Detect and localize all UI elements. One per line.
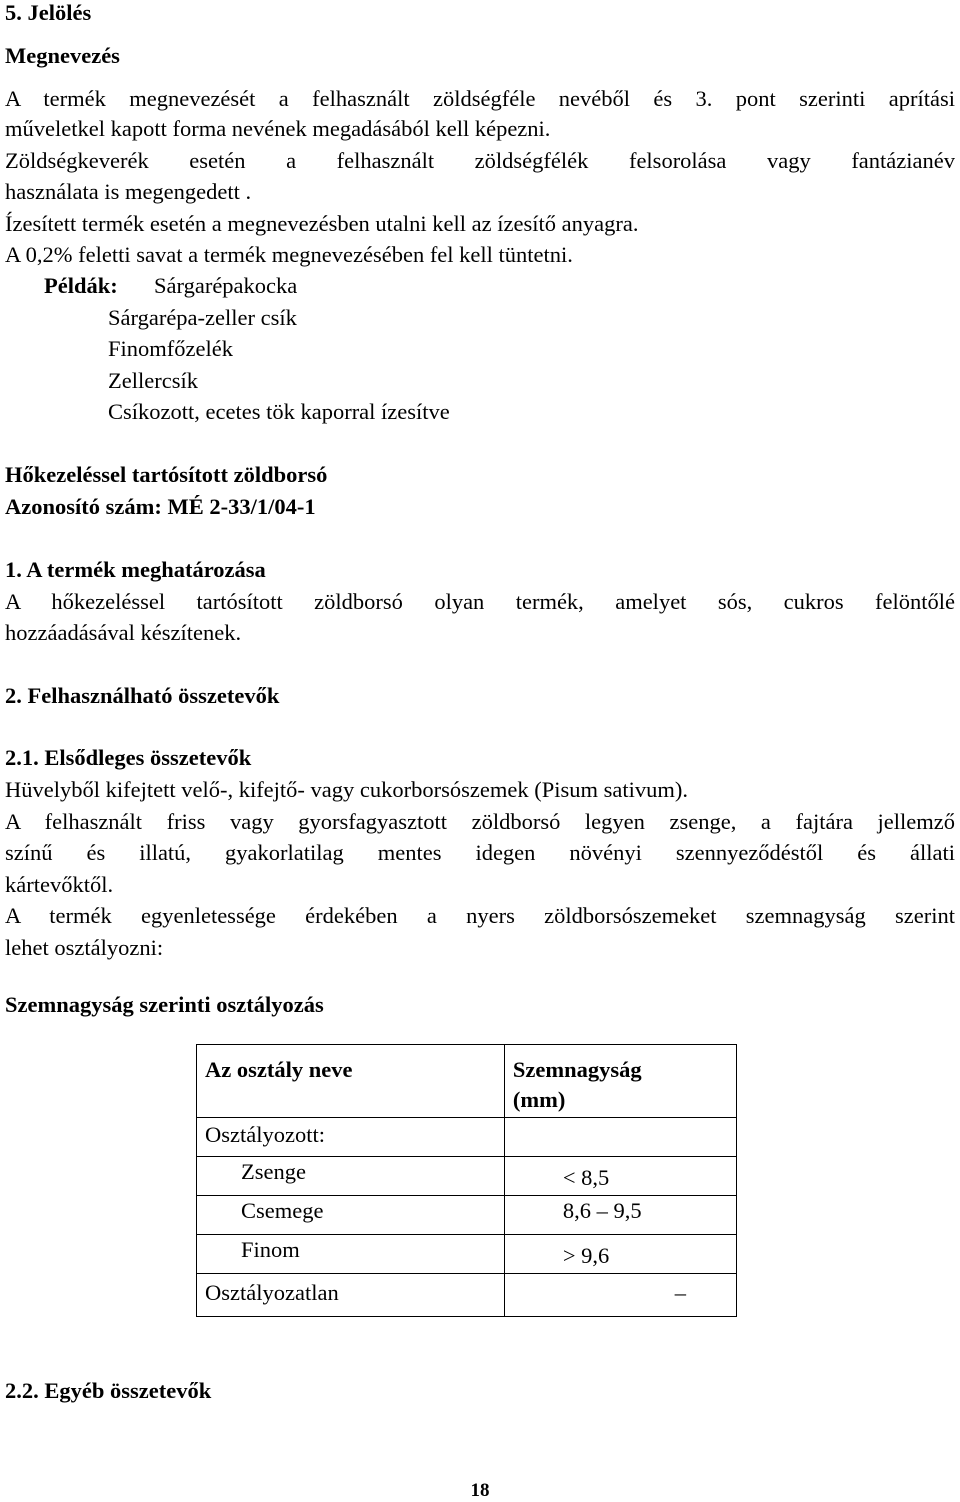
- paragraph-line: Hüvelyből kifejtett velő-, kifejtő- vagy cukorborsószemek (Pisum sativum).: [5, 777, 688, 802]
- paragraph-line: hozzáadásával készítenek.: [5, 620, 242, 645]
- class-name: Osztályozatlan: [205, 1280, 339, 1305]
- table-row: [197, 1274, 737, 1317]
- example-item: Zellercsík: [108, 368, 198, 393]
- section-1-heading: 1. A termék meghatározása: [5, 557, 266, 582]
- paragraph-line: A felhasznált friss vagy gyorsfagyasztott zöldborsó legyen zsenge, a fajtára jellemző: [5, 809, 955, 834]
- product-title: Hőkezeléssel tartósított zöldborsó: [5, 462, 328, 487]
- paragraph-line: színű és illatú, gyakorlatilag mentes idegen növényi szennyeződéstől és állati: [5, 840, 955, 865]
- paragraph-line: A 0,2% feletti savat a termék megnevezésében fel kell tüntetni.: [5, 242, 573, 267]
- class-value: > 9,6: [562, 1243, 610, 1268]
- megnevezes-heading: Megnevezés: [5, 43, 120, 68]
- header-unit: (mm): [512, 1087, 566, 1112]
- section-5-heading: 5. Jelölés: [5, 0, 92, 25]
- paragraph-line: kártevőktől.: [5, 872, 114, 897]
- section-2-1-heading: 2.1. Elsődleges összetevők: [5, 745, 252, 770]
- class-value: < 8,5: [562, 1165, 610, 1190]
- table-row: [197, 1196, 737, 1235]
- section-2-2-heading: 2.2. Egyéb összetevők: [5, 1378, 212, 1403]
- value-cell: [504, 1235, 736, 1274]
- class-name-cell: [197, 1196, 505, 1235]
- paragraph-line: lehet osztályozni:: [5, 935, 164, 960]
- class-name-cell: [197, 1235, 505, 1274]
- class-value: –: [674, 1280, 686, 1305]
- class-name-cell: [197, 1157, 505, 1196]
- paragraph-line: A termék egyenletessége érdekében a nyers zöldborsószemeket szemnagyság szerint: [5, 903, 955, 928]
- class-value: 8,6 – 9,5: [562, 1198, 642, 1223]
- classification-heading: Szemnagyság szerinti osztályozás: [5, 992, 324, 1017]
- header-label: Szemnagyság: [512, 1057, 642, 1082]
- header-cell: [197, 1045, 505, 1118]
- class-name: Csemege: [241, 1198, 324, 1223]
- value-cell: [504, 1157, 736, 1196]
- table-row: [197, 1235, 737, 1274]
- product-id: Azonosító szám: MÉ 2-33/1/04-1: [5, 494, 316, 519]
- paragraph-line: műveletkel kapott forma nevének megadásából kell képezni.: [5, 116, 551, 141]
- page-number: 18: [470, 1480, 490, 1501]
- header-label: Az osztály neve: [205, 1057, 353, 1082]
- paragraph-line: Ízesített termék esetén a megnevezésben utalni kell az ízesítő anyagra.: [5, 211, 639, 236]
- group-cell: [197, 1118, 505, 1157]
- paragraph-line: A termék megnevezését a felhasznált zöldségféle nevéből és 3. pont szerinti aprítási: [5, 86, 955, 111]
- header-cell: [504, 1045, 736, 1118]
- table-row: [197, 1118, 737, 1157]
- section-2-heading: 2. Felhasználható összetevők: [5, 683, 280, 708]
- classification-table: [196, 1044, 737, 1317]
- examples-label: Példák:: [44, 273, 118, 298]
- value-cell: [504, 1196, 736, 1235]
- example-item: Csíkozott, ecetes tök kaporral ízesítve: [108, 399, 450, 424]
- paragraph-line: A hőkezeléssel tartósított zöldborsó olyan termék, amelyet sós, cukros felöntőlé: [5, 589, 955, 614]
- value-cell: [504, 1274, 736, 1317]
- paragraph-line: Zöldségkeverék esetén a felhasznált zöldségfélék felsorolása vagy fantázianév: [5, 148, 955, 173]
- class-name: Finom: [241, 1237, 300, 1262]
- class-name-cell: [197, 1274, 505, 1317]
- group-label: Osztályozott:: [205, 1122, 325, 1147]
- class-name: Zsenge: [241, 1159, 306, 1184]
- example-item: Sárgarépakocka: [154, 273, 298, 298]
- table-row: [197, 1157, 737, 1196]
- value-cell: [504, 1118, 736, 1157]
- example-item: Finomfőzelék: [108, 336, 233, 361]
- table-header-row: [197, 1045, 737, 1118]
- paragraph-line: használata is megengedett .: [5, 179, 252, 204]
- example-item: Sárgarépa-zeller csík: [108, 305, 297, 330]
